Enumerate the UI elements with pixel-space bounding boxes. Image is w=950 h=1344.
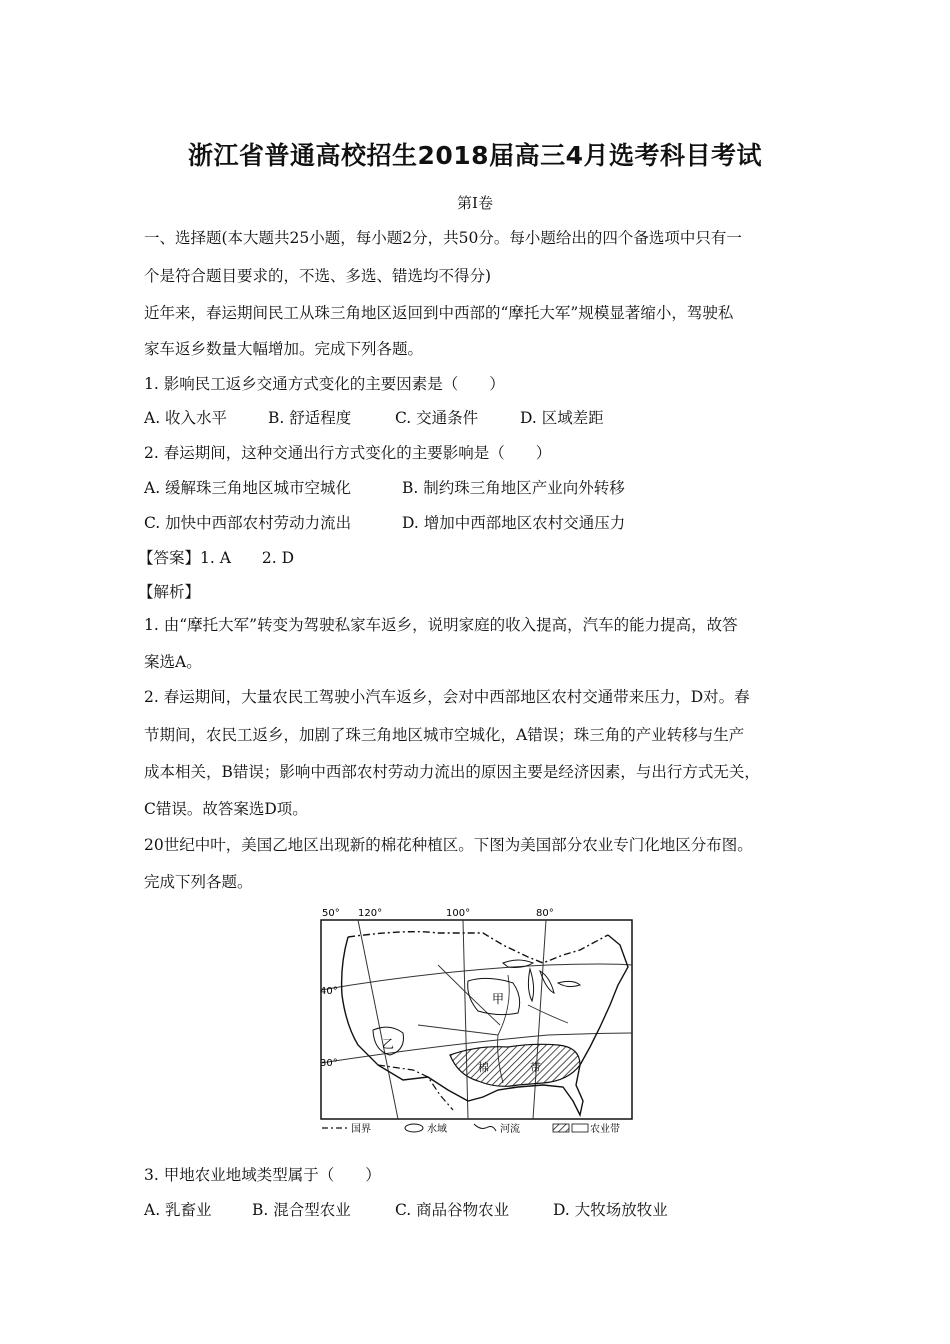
q2-option-b: B. 制约珠三角地区产业向外转移 xyxy=(402,479,625,497)
q3-stem: 3. 甲地农业地域类型属于（ ） xyxy=(144,1166,381,1184)
label-yi: 乙 xyxy=(382,1037,395,1051)
us-agriculture-map xyxy=(318,905,648,1140)
label-jia: 甲 xyxy=(492,992,505,1006)
coastline xyxy=(342,935,628,1115)
q1-option-c: C. 交通条件 xyxy=(395,409,479,427)
map-legend xyxy=(322,1122,620,1135)
label-dai: 带 xyxy=(530,1061,541,1074)
passage2-line-2: 完成下列各题。 xyxy=(144,873,253,891)
q1-option-d: D. 区域差距 xyxy=(520,409,604,427)
analysis2-line-1: 2. 春运期间，大量农民工驾驶小汽车返乡，会对中西部地区农村交通带来压力，D对。春 xyxy=(144,688,750,706)
cotton-belt xyxy=(450,1044,580,1086)
q2-option-a: A. 缓解珠三角地区城市空城化 xyxy=(144,479,352,497)
q3-option-c: C. 商品谷物农业 xyxy=(395,1201,510,1219)
label-mian: 棉 xyxy=(478,1061,489,1074)
section-intro-line-1: 一、选择题(本大题共25小题，每小题2分，共50分。每小题给出的四个备选项中只有一 xyxy=(144,229,742,247)
analysis1-line-1: 1. 由“摩托大军”转变为驾驶私家车返乡，说明家庭的收入提高，汽车的能力提高，故答 xyxy=(144,616,738,634)
answer-line: 【答案】1. A 2. D xyxy=(138,549,295,567)
lon-label-80: 80° xyxy=(536,908,554,919)
svg-text:水域: 水域 xyxy=(427,1124,447,1135)
q1-option-b: B. 舒适程度 xyxy=(268,409,352,427)
q2-stem: 2. 春运期间，这种交通出行方式变化的主要影响是（ ） xyxy=(144,444,552,462)
map-frame xyxy=(321,920,632,1119)
lat-label-40: 40° xyxy=(320,986,338,997)
volume-label: 第Ⅰ卷 xyxy=(457,194,493,212)
lat-label-30: 30° xyxy=(320,1058,338,1069)
svg-text:国界: 国界 xyxy=(351,1124,371,1135)
passage1-line-1: 近年来，春运期间民工从珠三角地区返回到中西部的“摩托大军”规模显著缩小，驾驶私 xyxy=(144,304,734,322)
analysis2-line-4: C错误。故答案选D项。 xyxy=(144,800,308,818)
svg-text:农业带: 农业带 xyxy=(590,1124,620,1135)
svg-text:河流: 河流 xyxy=(500,1124,520,1135)
q3-option-a: A. 乳畜业 xyxy=(144,1201,212,1219)
lon-label-120: 120° xyxy=(358,908,383,919)
analysis2-line-3: 成本相关，B错误；影响中西部农村劳动力流出的原因主要是经济因素，与出行方式无关， xyxy=(144,763,760,781)
national-border xyxy=(348,932,608,963)
q1-stem: 1. 影响民工返乡交通方式变化的主要因素是（ ） xyxy=(144,375,505,393)
analysis-label: 【解析】 xyxy=(138,583,201,601)
analysis1-line-2: 案选A。 xyxy=(144,653,202,671)
q3-option-d: D. 大牧场放牧业 xyxy=(553,1201,668,1219)
section-intro-line-2: 个是符合题目要求的，不选、多选、错选均不得分) xyxy=(144,267,492,285)
passage1-line-2: 家车返乡数量大幅增加。完成下列各题。 xyxy=(144,340,424,358)
page-title: 浙江省普通高校招生2018届高三4月选考科目考试 xyxy=(188,141,762,170)
analysis2-line-2: 节期间，农民工返乡，加剧了珠三角地区城市空城化，A错误；珠三角的产业转移与生产 xyxy=(144,726,745,744)
q3-option-b: B. 混合型农业 xyxy=(252,1201,351,1219)
q1-option-a: A. 收入水平 xyxy=(144,409,228,427)
q2-option-c: C. 加快中西部农村劳动力流出 xyxy=(144,514,352,532)
q2-option-d: D. 增加中西部地区农村交通压力 xyxy=(402,514,626,532)
passage2-line-1: 20世纪中叶，美国乙地区出现新的棉花种植区。下图为美国部分农业专门化地区分布图。 xyxy=(144,836,753,854)
lon-label-50: 50° xyxy=(322,908,340,919)
lon-label-100: 100° xyxy=(446,908,471,919)
